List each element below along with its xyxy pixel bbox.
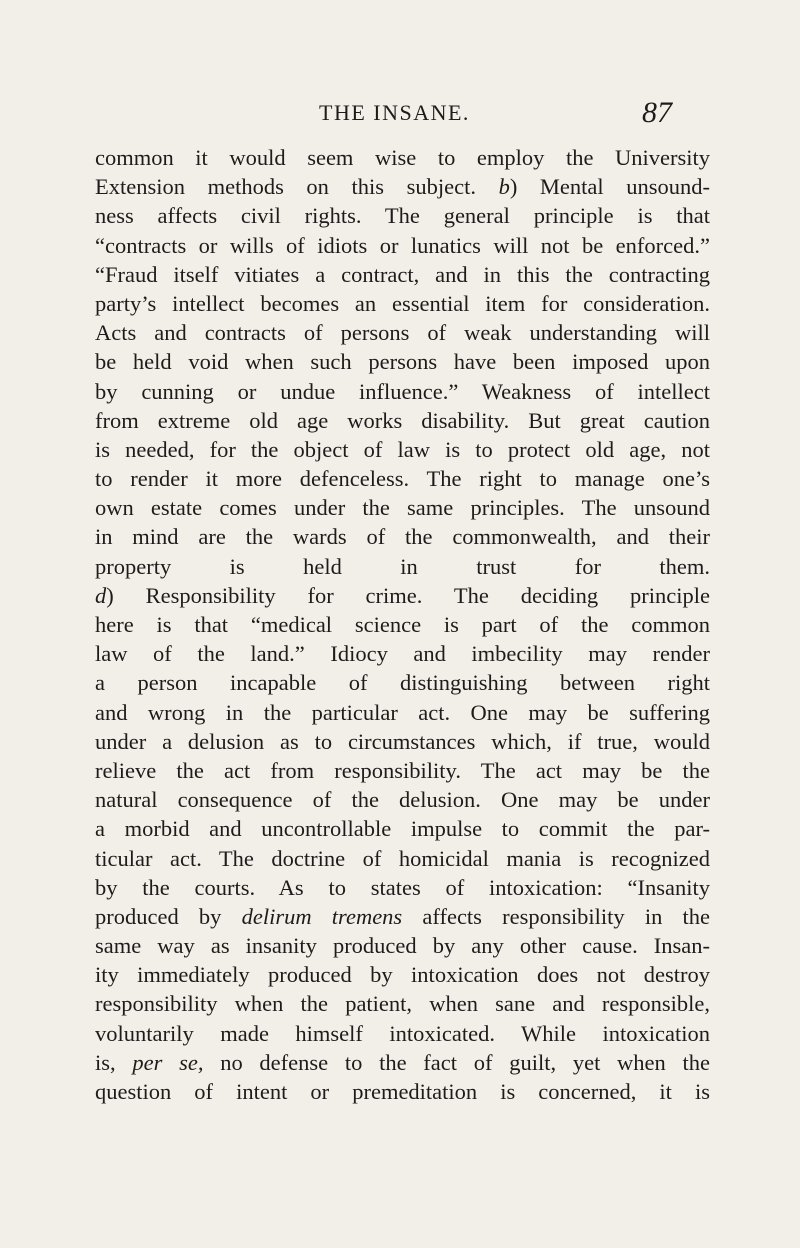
running-head [0, 93, 800, 133]
text-line [95, 289, 710, 318]
text-line [95, 698, 710, 727]
text-segment: produced by [95, 903, 242, 929]
text-segment: ) Responsibility for crime. The deciding principle [106, 582, 710, 608]
text-line [95, 1019, 710, 1048]
text-segment: Extension methods on this subject. [95, 174, 499, 200]
text-line [95, 639, 710, 668]
text-line [95, 231, 710, 260]
page-number: 87 [642, 96, 672, 129]
text-line [95, 377, 710, 406]
text-segment: relieve the act from responsibility. The act may be the [95, 757, 710, 783]
text-line [95, 260, 710, 289]
italic-segment: d [95, 582, 107, 608]
text-segment: here is that “medical science is part of the common [95, 612, 710, 637]
text-line [95, 581, 710, 610]
text-line [95, 522, 710, 551]
text-line [95, 1077, 710, 1106]
text-line [95, 989, 710, 1018]
italic-segment: b [498, 174, 510, 200]
text-line [95, 610, 710, 639]
text-segment: is, [95, 1049, 133, 1075]
text-segment: by cunning or undue influence.” Weakness of intellect [95, 378, 710, 404]
running-head-title: THE INSANE. [319, 100, 470, 125]
text-segment: to render it more defenceless. The right to manage one’s [95, 466, 710, 492]
text-segment: is needed, for the object of law is to protect old age, not [95, 436, 710, 462]
text-segment: ity immediately produced by intoxication does not destroy [95, 962, 710, 988]
text-segment: voluntarily made himself intoxicated. While intoxication [95, 1020, 710, 1046]
text-segment: affects responsibility in the [402, 903, 710, 929]
text-segment: ness affects civil rights. The general principle is that [95, 203, 710, 229]
text-line [95, 318, 710, 347]
text-line [95, 931, 710, 960]
body-text [95, 143, 710, 1106]
text-segment: be held void when such persons have been imposed upon [95, 349, 710, 375]
text-segment: law of the land.” Idiocy and imbecility may render [95, 641, 710, 667]
text-segment: from extreme old age works disability. But great caution [95, 407, 710, 433]
text-segment: by the courts. As to states of intoxication: “Insanity [95, 874, 710, 900]
text-segment: in mind are the wards of the commonwealth, and their [95, 524, 710, 550]
text-line [95, 668, 710, 697]
text-segment: own estate comes under the same principles. The unsound [95, 495, 710, 521]
text-line [95, 960, 710, 989]
text-line [95, 201, 710, 230]
text-line [95, 785, 710, 814]
text-segment: a morbid and uncontrollable impulse to commit the par- [95, 816, 710, 842]
text-segment: same way as insanity produced by any other cause. Insan- [95, 933, 710, 959]
text-segment: “contracts or wills of idiots or lunatics will not be enforced.” [95, 232, 710, 258]
text-line [95, 552, 710, 581]
text-segment: natural consequence of the delusion. One may be under [95, 787, 710, 813]
text-line [95, 756, 710, 785]
text-segment: question of intent or premeditation is concerned, it is [95, 1079, 710, 1104]
text-segment: responsibility when the patient, when sane and responsible, [95, 991, 710, 1017]
text-line [95, 727, 710, 756]
text-line [95, 814, 710, 843]
text-segment: Acts and contracts of persons of weak understanding will [95, 320, 710, 346]
text-segment: no defense to the fact of guilt, yet when the [203, 1049, 710, 1075]
text-line [95, 1048, 710, 1077]
text-line [95, 435, 710, 464]
text-line [95, 406, 710, 435]
text-segment: ticular act. The doctrine of homicidal mania is recognized [95, 845, 710, 871]
text-line [95, 493, 710, 522]
text-segment: property is held in trust for them. [95, 553, 710, 579]
text-line [95, 873, 710, 902]
italic-segment: delirum tremens [241, 903, 403, 929]
text-line [95, 464, 710, 493]
text-segment: under a delusion as to circumstances which, if true, would [95, 728, 710, 754]
text-line [95, 172, 710, 201]
text-segment: party’s intellect becomes an essential item for consideration. [95, 290, 710, 316]
text-segment: and wrong in the particular act. One may be suffering [95, 699, 710, 725]
text-line [95, 143, 710, 172]
text-segment: common it would seem wise to employ the University [95, 145, 710, 170]
text-line [95, 347, 710, 376]
italic-segment: per se, [132, 1049, 204, 1075]
text-segment: ) Mental unsound- [509, 174, 710, 200]
text-segment: a person incapable of distinguishing between right [95, 670, 710, 696]
text-line [95, 902, 710, 931]
text-line [95, 844, 710, 873]
text-segment: “Fraud itself vitiates a contract, and in this the contracting [95, 261, 710, 287]
